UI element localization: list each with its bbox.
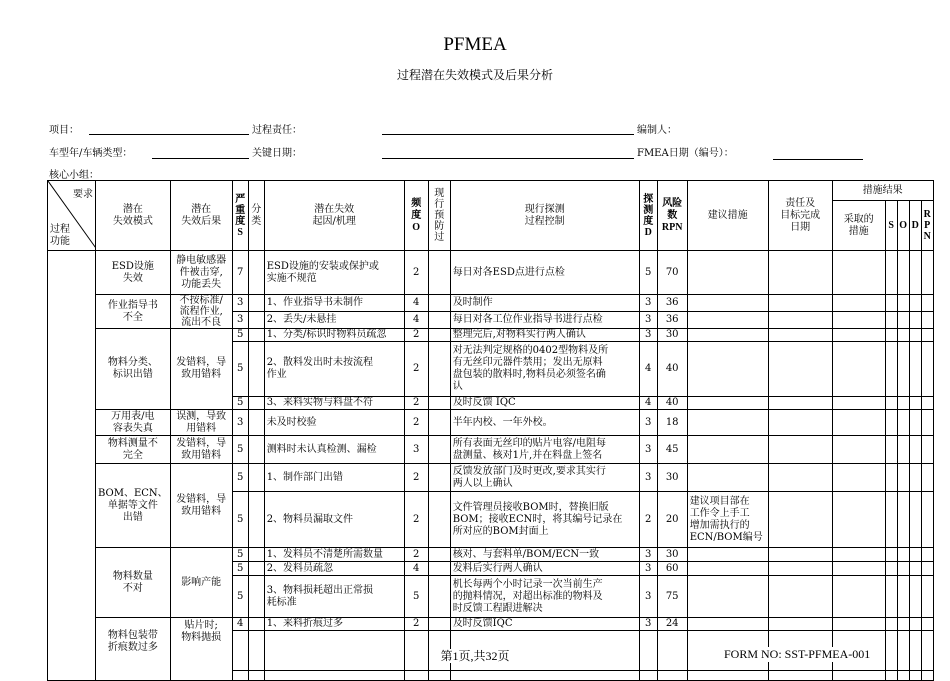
occurrence-cell: 2 bbox=[404, 329, 428, 342]
detection-cell: 4 bbox=[639, 342, 657, 397]
detection-cell: 5 bbox=[639, 251, 657, 295]
failure-mode-cell: 万用表/电 容表失真 bbox=[96, 410, 171, 436]
process-function-cell bbox=[48, 251, 96, 681]
header-requirement-bottom: 过程 功能 bbox=[50, 224, 70, 247]
cause-cell: 1、发料员不清楚所需数量 bbox=[264, 548, 404, 562]
detection-cell: 3 bbox=[639, 295, 657, 312]
header-result-rpn: R P N bbox=[921, 201, 933, 251]
cause-cell: 2、发料员疏忽 bbox=[264, 562, 404, 576]
model-year-label: 车型年/车辆类型： bbox=[49, 148, 133, 159]
severity-cell: 5 bbox=[232, 492, 248, 548]
severity-cell: 4 bbox=[232, 618, 248, 631]
failure-mode-cell: 物料包装带 折痕数过多 bbox=[96, 618, 171, 681]
detection-control-cell: 所有表面无丝印的贴片电容/电阻每 盘测量、核对1片,并在料盘上签名 bbox=[450, 436, 639, 464]
rpn-cell: 60 bbox=[657, 562, 687, 576]
severity-cell: 3 bbox=[232, 410, 248, 436]
cause-cell: 1、作业指导书未制作 bbox=[264, 295, 404, 312]
cause-cell: 测料时未认真检测、漏检 bbox=[264, 436, 404, 464]
detection-control-cell: 及时制作 bbox=[450, 295, 639, 312]
rpn-cell: 45 bbox=[657, 436, 687, 464]
failure-mode-cell: 物料数量 不对 bbox=[96, 548, 171, 618]
detection-cell: 3 bbox=[639, 548, 657, 562]
table-row bbox=[48, 548, 934, 562]
occurrence-cell: 4 bbox=[404, 562, 428, 576]
detection-cell: 3 bbox=[639, 436, 657, 464]
failure-mode-cell: ESD设施 失效 bbox=[96, 251, 171, 295]
detection-cell: 4 bbox=[639, 397, 657, 410]
severity-cell: 5 bbox=[232, 562, 248, 576]
detection-cell: 3 bbox=[639, 312, 657, 329]
detection-control-cell: 半年内校、一年外校。 bbox=[450, 410, 639, 436]
detection-cell: 3 bbox=[639, 618, 657, 631]
failure-effect-cell: 贴片时; 物料抛损 bbox=[170, 618, 232, 681]
detection-cell: 3 bbox=[639, 576, 657, 618]
header-action-results: 措施结果 bbox=[832, 181, 933, 201]
cause-cell: 3、来料实物与料盘不符 bbox=[264, 397, 404, 410]
prepared-by-label: 编制人： bbox=[637, 125, 677, 136]
header-requirement-top: 要求 bbox=[73, 189, 93, 200]
table-row bbox=[48, 410, 934, 436]
rpn-cell: 24 bbox=[657, 618, 687, 631]
occurrence-cell: 3 bbox=[404, 436, 428, 464]
table-row bbox=[48, 618, 934, 631]
failure-effect-cell: 发错料，导 致用错料 bbox=[170, 329, 232, 410]
cause-cell: 1、来料折痕过多 bbox=[264, 618, 404, 631]
rpn-cell: 75 bbox=[657, 576, 687, 618]
failure-mode-cell: 物料分类、 标识出错 bbox=[96, 329, 171, 410]
pfmea-table bbox=[47, 180, 934, 681]
severity-cell: 5 bbox=[232, 464, 248, 492]
rpn-cell: 40 bbox=[657, 397, 687, 410]
failure-effect-cell: 误测，导致 用错料 bbox=[170, 410, 232, 436]
severity-cell: 5 bbox=[232, 329, 248, 342]
header-result-d: D bbox=[909, 201, 921, 251]
occurrence-cell: 5 bbox=[404, 576, 428, 618]
severity-cell: 5 bbox=[232, 548, 248, 562]
cause-cell: 3、物料损耗超出正常损 耗标准 bbox=[264, 576, 404, 618]
cause-cell: 1、分类/标识时物料员疏忽 bbox=[264, 329, 404, 342]
fmea-date-label: FMEA日期（编号）： bbox=[637, 148, 734, 159]
process-owner-label: 过程责任： bbox=[252, 125, 302, 136]
detection-cell: 2 bbox=[639, 492, 657, 548]
severity-cell: 5 bbox=[232, 576, 248, 618]
table-row bbox=[48, 329, 934, 342]
detection-control-cell: 及时反馈IQC bbox=[450, 618, 639, 631]
detection-control-cell: 核对、与套料单/BOM/ECN一致 bbox=[450, 548, 639, 562]
document-title: PFMEA bbox=[443, 34, 507, 55]
rpn-cell: 18 bbox=[657, 410, 687, 436]
occurrence-cell: 2 bbox=[404, 464, 428, 492]
failure-mode-cell: BOM、ECN、 单据等文件 出错 bbox=[96, 464, 171, 548]
cause-cell: ESD设施的安装或保护或 实施不规范 bbox=[264, 251, 404, 295]
occurrence-cell: 4 bbox=[404, 312, 428, 329]
failure-effect-cell: 发错料，导 致用错料 bbox=[170, 436, 232, 464]
recommended-action-cell: 建议项目部在 工作令上手工 增加需执行的 ECN/BOM编号 bbox=[687, 492, 768, 548]
table-row bbox=[48, 464, 934, 492]
document-subtitle: 过程潜在失效模式及后果分析 bbox=[396, 68, 553, 82]
detection-control-cell: 对无法判定规格的0402型物料及所 有无丝印元器件禁用；发出无原料 盘包装的散料时,物料员必须签名确 认 bbox=[450, 342, 639, 397]
cause-cell: 2、散料发出时未按流程 作业 bbox=[264, 342, 404, 397]
table-row bbox=[48, 436, 934, 464]
detection-control-cell: 每日对各工位作业指导书进行点检 bbox=[450, 312, 639, 329]
detection-cell: 3 bbox=[639, 329, 657, 342]
form-number: FORM NO: SST-PFMEA-001 bbox=[724, 647, 871, 661]
header-result-s: S bbox=[885, 201, 897, 251]
header-failure-effect: 潜在 失效后果 bbox=[170, 181, 232, 251]
process-owner-line bbox=[382, 134, 634, 135]
class-cell bbox=[248, 251, 264, 295]
header-result-o: O bbox=[897, 201, 909, 251]
rpn-cell: 30 bbox=[657, 464, 687, 492]
failure-mode-cell: 作业指导书 不全 bbox=[96, 295, 171, 329]
severity-cell: 5 bbox=[232, 397, 248, 410]
detection-control-cell: 及时反馈 IQC bbox=[450, 397, 639, 410]
detection-control-cell: 每日对各ESD点进行点检 bbox=[450, 251, 639, 295]
rpn-cell: 20 bbox=[657, 492, 687, 548]
table-row bbox=[48, 295, 934, 312]
severity-cell: 3 bbox=[232, 312, 248, 329]
rpn-cell: 36 bbox=[657, 295, 687, 312]
severity-cell: 5 bbox=[232, 436, 248, 464]
rpn-cell: 40 bbox=[657, 342, 687, 397]
header-occurrence: 频 度 O bbox=[404, 181, 428, 251]
occurrence-cell: 2 bbox=[404, 251, 428, 295]
core-team-label: 核心小组： bbox=[49, 170, 99, 181]
cause-cell: 2、物料员漏取文件 bbox=[264, 492, 404, 548]
model-year-line bbox=[152, 158, 249, 159]
cause-cell: 2、丢失/未悬挂 bbox=[264, 312, 404, 329]
rpn-cell: 30 bbox=[657, 329, 687, 342]
severity-cell: 3 bbox=[232, 295, 248, 312]
header-cause: 潜在失效 起因/机理 bbox=[264, 181, 404, 251]
occurrence-cell: 2 bbox=[404, 492, 428, 548]
occurrence-cell: 2 bbox=[404, 397, 428, 410]
failure-mode-cell: 物料测量不 完全 bbox=[96, 436, 171, 464]
failure-effect-cell: 不按标准/ 流程作业, 流出不良 bbox=[170, 295, 232, 329]
occurrence-cell: 2 bbox=[404, 618, 428, 631]
header-detection-control: 现行探测 过程控制 bbox=[450, 181, 639, 251]
failure-effect-cell: 发错料，导 致用错料 bbox=[170, 464, 232, 548]
occurrence-cell: 2 bbox=[404, 410, 428, 436]
occurrence-cell: 2 bbox=[404, 548, 428, 562]
header-severity: 严 重 度 S bbox=[232, 181, 248, 251]
detection-control-cell: 发料后实行两人确认 bbox=[450, 562, 639, 576]
failure-effect-cell: 影响产能 bbox=[170, 548, 232, 618]
severity-cell: 5 bbox=[232, 342, 248, 397]
header-action-taken: 采取的 措施 bbox=[832, 201, 885, 251]
fmea-date-line bbox=[773, 159, 863, 160]
header-detection: 探 测 度 D bbox=[639, 181, 657, 251]
rpn-cell: 70 bbox=[657, 251, 687, 295]
table-row bbox=[48, 251, 934, 295]
key-date-label: 关键日期： bbox=[252, 148, 302, 159]
detection-control-cell: 反馈发放部门及时更改,要求其实行 两人以上确认 bbox=[450, 464, 639, 492]
detection-control-cell: 整理完后,对物料实行两人确认 bbox=[450, 329, 639, 342]
severity-cell: 7 bbox=[232, 251, 248, 295]
rpn-cell: 30 bbox=[657, 548, 687, 562]
header-rpn: 风险 数 RPN bbox=[657, 181, 687, 251]
detection-cell: 3 bbox=[639, 562, 657, 576]
project-line bbox=[89, 134, 249, 135]
cause-cell: 未及时校验 bbox=[264, 410, 404, 436]
header-class: 分 类 bbox=[248, 181, 264, 251]
failure-effect-cell: 静电敏感器 件被击穿, 功能丢失 bbox=[170, 251, 232, 295]
page-number-text: 第1页,共32页 bbox=[436, 649, 513, 663]
project-label: 项目： bbox=[49, 125, 79, 136]
detection-control-cell: 文件管理员接收BOM时，替换旧版 BOM；接收ECN时，将其编号记录在 所对应的BOM封面上 bbox=[450, 492, 639, 548]
header-failure-mode: 潜在 失效模式 bbox=[96, 181, 171, 251]
rpn-cell: 36 bbox=[657, 312, 687, 329]
header-prevention: 现 行 预 防 过 bbox=[428, 181, 450, 251]
detection-cell: 3 bbox=[639, 464, 657, 492]
header-responsibility: 责任及 目标完成 日期 bbox=[768, 181, 832, 251]
occurrence-cell: 2 bbox=[404, 342, 428, 397]
cause-cell: 1、制作部门出错 bbox=[264, 464, 404, 492]
header-requirement bbox=[48, 181, 96, 251]
key-date-line bbox=[382, 158, 634, 159]
prevention-cell bbox=[428, 251, 450, 295]
detection-cell: 3 bbox=[639, 410, 657, 436]
occurrence-cell: 4 bbox=[404, 295, 428, 312]
detection-control-cell: 机长每两个小时记录一次当前生产 的抛料情况，对超出标准的物料及 时反馈工程跟进解决 bbox=[450, 576, 639, 618]
header-recommended-action: 建议措施 bbox=[687, 181, 768, 251]
